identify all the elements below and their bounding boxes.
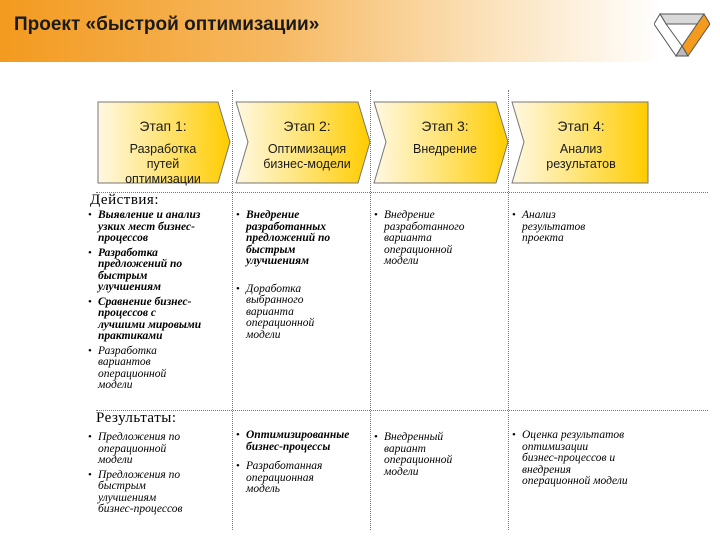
stages-row bbox=[96, 100, 708, 185]
stage-description: Оптимизация бизнес-модели bbox=[263, 142, 351, 171]
results-stage-4 bbox=[512, 430, 672, 491]
list-item: • Сравнение бизнес- процессов с лучшими мировыми практиками bbox=[88, 295, 202, 342]
bullet-icon: • bbox=[88, 246, 92, 259]
bullet-icon: • bbox=[236, 209, 240, 221]
stage-4 bbox=[516, 100, 646, 185]
stage-description: Разработка путей оптимизации bbox=[125, 142, 201, 186]
results-label: Результаты: bbox=[96, 410, 177, 426]
results-stage-2 bbox=[236, 430, 374, 499]
list-item: • Внедрение разработанных предложений по быстрым улучшениям bbox=[236, 209, 331, 267]
stage-title: Этап 4: bbox=[557, 118, 605, 134]
stage-title: Этап 1: bbox=[139, 118, 187, 134]
actions-stage-3 bbox=[374, 210, 506, 271]
page-title: Проект «быстрой оптимизации» bbox=[14, 14, 320, 35]
bullet-icon: • bbox=[236, 429, 240, 441]
actions-label: Действия: bbox=[90, 192, 159, 208]
list-item: • Анализ результатов проекта bbox=[512, 209, 586, 244]
bullet-icon: • bbox=[236, 282, 240, 295]
bullet-icon: • bbox=[88, 431, 92, 443]
list-item: • Внедренный вариант операционной модели bbox=[374, 431, 453, 478]
stage-title: Этап 2: bbox=[283, 118, 331, 134]
actions-stage-2 bbox=[236, 210, 368, 344]
list-item: • Разработка вариантов операционной модели bbox=[88, 344, 167, 391]
stage-description: Внедрение bbox=[413, 142, 477, 156]
bullet-icon: • bbox=[374, 209, 378, 221]
bullet-icon: • bbox=[512, 209, 516, 221]
list-item: • Выявление и анализ узких мест бизнес- процессов bbox=[88, 209, 201, 244]
results-stage-1 bbox=[88, 432, 230, 519]
divider-line bbox=[96, 410, 708, 411]
stage-2 bbox=[242, 100, 372, 185]
bullet-icon: • bbox=[88, 295, 92, 308]
actions-stage-1 bbox=[88, 210, 230, 395]
actions-stage-4 bbox=[512, 210, 662, 248]
stage-3 bbox=[380, 100, 510, 185]
list-item: • Предложения по быстрым улучшениям бизнес-процессов bbox=[88, 468, 183, 515]
bullet-icon: • bbox=[88, 209, 92, 221]
bullet-icon: • bbox=[88, 468, 92, 481]
stage-title: Этап 3: bbox=[421, 118, 469, 134]
bullet-icon: • bbox=[374, 431, 378, 443]
list-item: • Разработанная операционная модель bbox=[236, 460, 323, 495]
list-item: • Внедрение разработанного варианта операционной модели bbox=[374, 209, 465, 267]
bullet-icon: • bbox=[88, 344, 92, 357]
list-item: • Доработка выбранного варианта операционной модели bbox=[236, 282, 315, 341]
list-item: • Разработка предложений по быстрым улучшениям bbox=[88, 246, 183, 293]
impossible-triangle-logo-icon bbox=[654, 4, 710, 58]
bullet-icon: • bbox=[236, 460, 240, 472]
list-item: • Оценка результатов оптимизации бизнес-процессов и внедрения операционной модели bbox=[512, 429, 628, 487]
stage-1 bbox=[98, 100, 228, 185]
stage-description: Анализ результатов bbox=[546, 142, 616, 171]
divider-line bbox=[96, 192, 708, 193]
list-item: • Предложения по операционной модели bbox=[88, 431, 181, 466]
list-item: • Оптимизированные бизнес-процессы bbox=[236, 429, 350, 453]
header-bar bbox=[0, 0, 720, 62]
bullet-icon: • bbox=[512, 429, 516, 441]
results-stage-3 bbox=[374, 432, 506, 481]
